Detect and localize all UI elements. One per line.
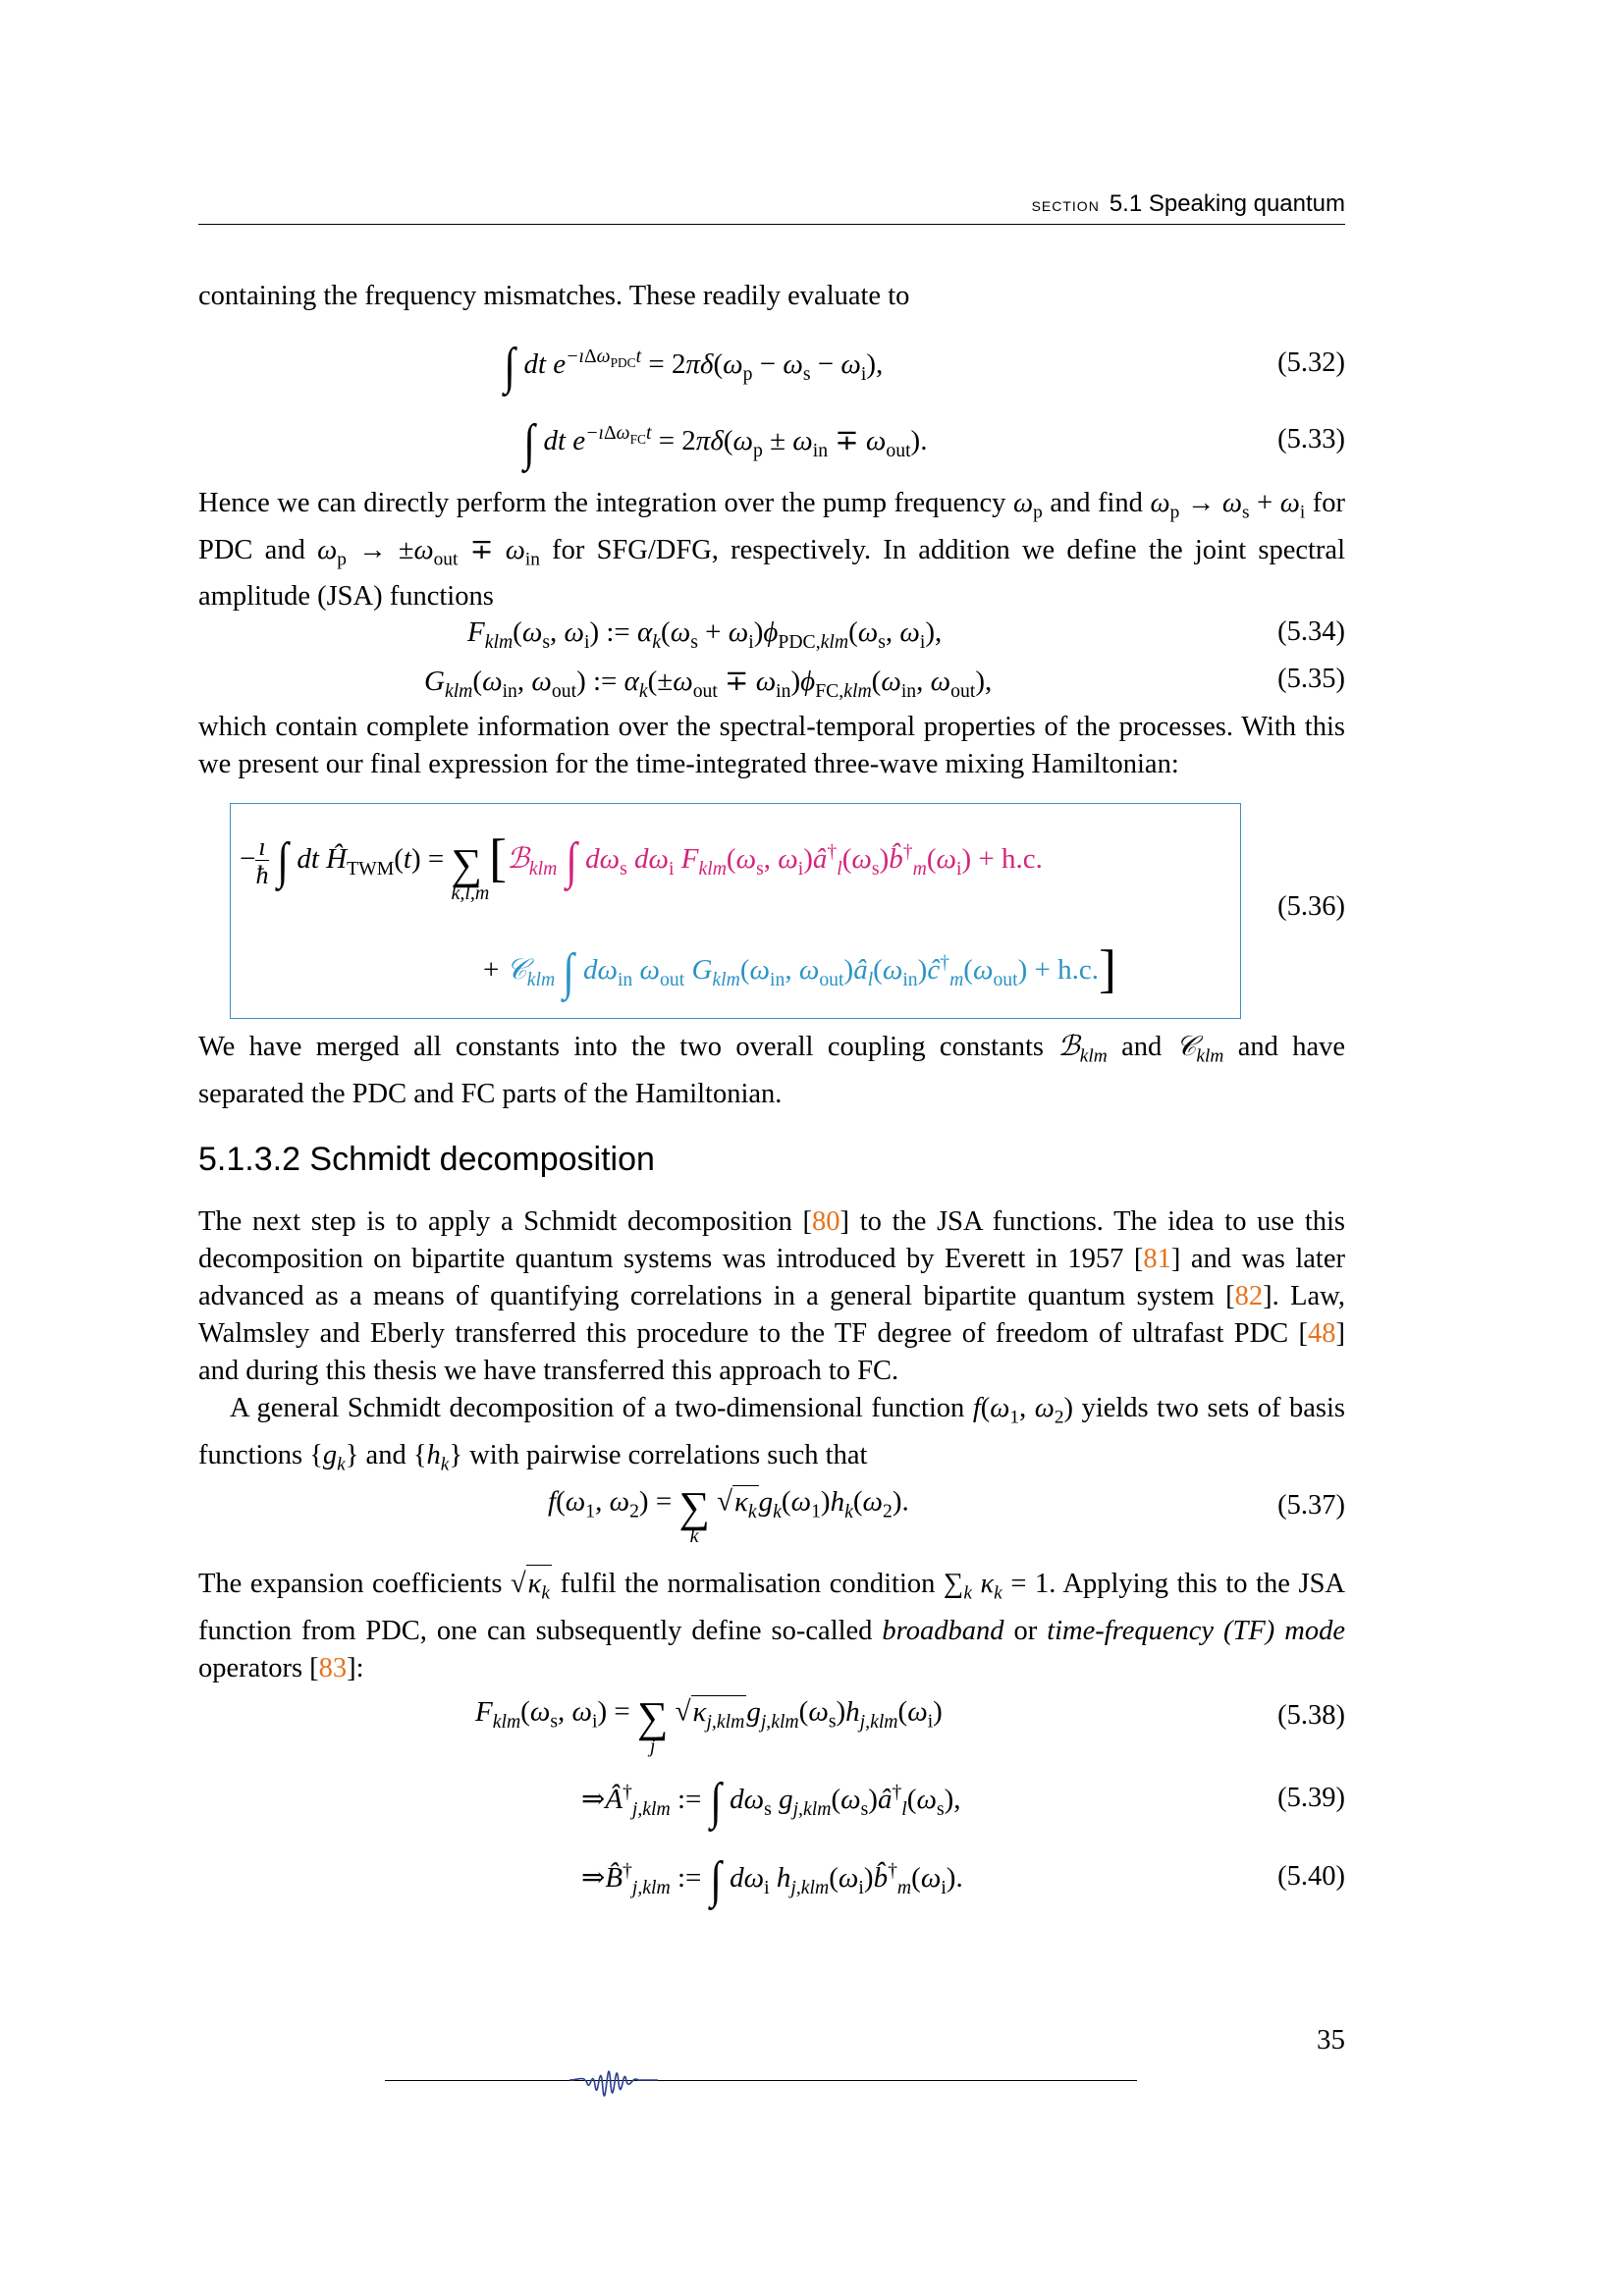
paragraph-intro: containing the frequency mismatches. These readily evaluate to — [198, 281, 910, 311]
footer-rule — [385, 2080, 1137, 2081]
equation-number: (5.36) — [1277, 891, 1345, 922]
equation-number: (5.40) — [1277, 1861, 1345, 1892]
paragraph-coupling-constants: We have merged all constants into the two overall coupling constants ℬ$_{klm}$ and 𝒞$_{klm}$ and have separated the PDC and FC parts of the Hamiltonian. — [198, 1032, 1345, 1109]
paragraph-general-schmidt: A general Schmidt decomposition of a two-dimensional function $f(\omega_1$, $\omega_2$) yields two sets of basis functions $\{g_k\}$ and $\{h_k\}$ with pairwise correlations such that — [198, 1393, 1346, 1475]
equation-number: (5.38) — [1277, 1700, 1345, 1731]
equation-5-32: ∫ dt $e^{-ı\Delta\omega_{PDC}t} = 2\pi\delta(\omega_p - \omega_s - \omega_i)$, (5.32) — [504, 339, 1345, 395]
paragraph-pump-integration: Hence we can directly perform the integration over the pump frequency $\omega_p$ and find $\omega_p \to \omega_s + \omega_i$ for PDC and $\omega_p \to \pm\omega_{out} \mp \omega_{in}$ for SFG/DFG, respectively. In addition we define the joint spectral amplitude (JSA) functions — [198, 488, 1346, 613]
equation-5-36-line1: − $\frac{ı}{ħ}$ ∫ dt $Ĥ_{TWM}(t)$ = ∑ k,l,m [ℬ$_{klm}$ ∫ $d\omega_s$ $d\omega_i$ $F_{klm}(\omega_s$, $\omega_i)â^\dagger_l(\omega_s)b̂^\dagger_m(\omega_i) + h.c$. — [240, 828, 1043, 905]
equation-number: (5.35) — [1277, 664, 1345, 694]
header-section-title: 5.1 Speaking quantum — [1109, 190, 1345, 217]
equation-5-35: $G_{klm}(\omega_{in}$, $\omega_{out}$) := $\alpha_k(\pm\omega_{out} \mp \omega_{in})\phi_{FC,klm}(\omega_{in}$, $\omega_{out}$), (5.35) — [424, 664, 1345, 702]
page-number: 35 — [1317, 2024, 1345, 2056]
citation-link[interactable]: 82 — [1234, 1281, 1264, 1311]
citation-link[interactable]: 80 — [812, 1206, 840, 1237]
citation-link[interactable]: 81 — [1143, 1244, 1171, 1274]
equation-number: (5.32) — [1277, 347, 1345, 378]
equation-number: (5.39) — [1277, 1783, 1345, 1813]
equation-5-40: $\Rightarrow B̂^\dagger_{j,klm}$ := ∫ $d\omega_i$ $h_{j,klm}(\omega_i)b̂^\dagger_m(\omega_i)$. (5.40) — [581, 1852, 1345, 1908]
subsection-heading: 5.1.3.2 Schmidt decomposition — [198, 1141, 655, 1178]
equation-number: (5.37) — [1277, 1490, 1345, 1521]
equation-number: (5.33) — [1277, 424, 1345, 454]
header-text — [1032, 190, 1345, 218]
paragraph-schmidt: The next step is to apply a Schmidt decomposition [80] to the JSA functions. The idea to use this decomposition on bipartite quantum systems was introduced by Everett in 1957 [81] and was later advanced as a means of quantifying correlations in a general bipartite quantum system [82]. Law, Walmsley and Eberly transferred this procedure to the TF degree of freedom of ultrafast PDC [48] and during this thesis we have transferred this approach to FC. — [198, 1206, 1346, 1386]
citation-link[interactable]: 83 — [318, 1652, 348, 1683]
header-section-label: section — [1031, 194, 1100, 216]
equation-5-37: $f(\omega_1$, $\omega_2$) = ∑ k $√\kappa_kg_k(\omega_1)h_k(\omega_2)$. (5.37) — [548, 1483, 1345, 1547]
wave-packet-icon — [569, 2042, 658, 2120]
paragraph-expansion: The expansion coefficients $√\kappa_k$ fulfil the normalisation condition $\sum_k$ $\kappa_k = 1$. Applying this to the JSA function from PDC, one can subsequently define so-called broadband or time-frequency (TF) mode operators [83]: — [198, 1565, 1345, 1687]
citation-link[interactable]: 48 — [1308, 1318, 1336, 1349]
equation-5-38: $F_{klm}(\omega_s$, $\omega_i$) = ∑ j $√\kappa_{j,klm}g_{j,klm}(\omega_s)h_{j,klm}(\omega_i)$ (5.38) — [475, 1693, 1345, 1757]
equation-5-33: ∫ dt $e^{-ı\Delta\omega_{FC}t} = 2\pi\delta(\omega_p \pm \omega_{in} \mp \omega_{out})$. (5.33) — [523, 415, 1345, 471]
equation-5-36-line2: + 𝒞$_{klm}$ ∫ $d\omega_{in}$ $\omega_{out}$ $G_{klm}(\omega_{in}$, $\omega_{out})â_l(\omega_{in})ĉ^\dagger_m(\omega_{out}) + h.c$.] — [483, 939, 1117, 1000]
equation-5-39: $\Rightarrow Â^\dagger_{j,klm}$ := ∫ $d\omega_s$ $g_{j,klm}(\omega_s)â^\dagger_l(\omega_s)$, (5.39) — [581, 1774, 1345, 1830]
equation-number: (5.34) — [1277, 616, 1345, 647]
running-header — [198, 188, 1345, 225]
equation-5-34: $F_{klm}(\omega_s$, $\omega_i$) := $\alpha_k(\omega_s + \omega_i)\phi_{PDC,klm}(\omega_s$, $\omega_i$), (5.34) — [467, 616, 1345, 653]
paragraph-jsa: which contain complete information over the spectral-temporal properties of the processes. With this we present our final expression for the time-integrated three-wave mixing Hamiltonian: — [198, 712, 1345, 779]
